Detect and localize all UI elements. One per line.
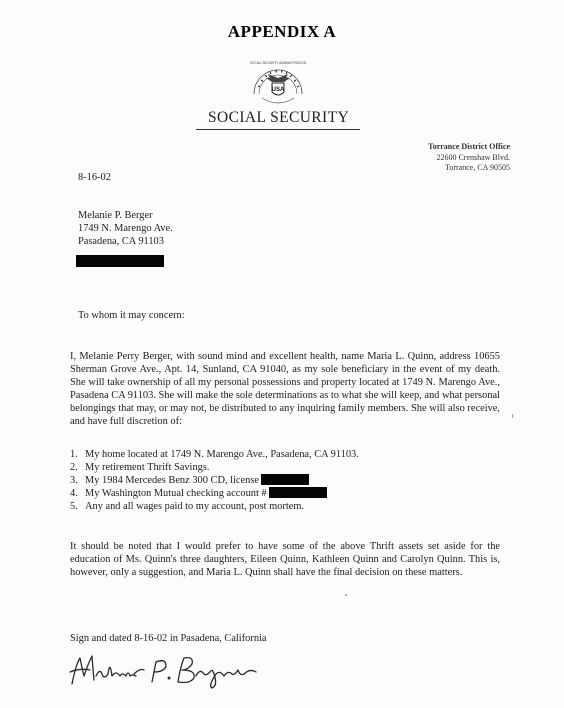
list-item-text: My retirement Thrift Savings. — [85, 462, 210, 473]
scan-speck — [512, 414, 513, 418]
recipient-address — [78, 209, 173, 248]
list-item-number: 5. — [70, 501, 78, 512]
list-item-text: My home located at 1749 N. Marengo Ave., Pasadena, CA 91103. — [85, 449, 359, 460]
recipient-street: 1749 N. Marengo Ave. — [78, 223, 173, 234]
list-item-number: 3. — [70, 475, 78, 486]
list-item-text: Any and all wages paid to my account, post mortem. — [85, 501, 305, 512]
redaction-bar — [76, 255, 164, 267]
ssa-eagle-seal-icon — [246, 56, 310, 110]
paragraph-note: It should be noted that I would prefer to have some of the above Thrift assets set aside for the education of Ms. Quinn's three daughters, Eileen Quinn, Kathleen Quinn and Carolyn Quinn. This is, however, only a suggestion, and Maria L. Quinn shall have the final decision on these matters. — [70, 541, 500, 578]
appendix-title: APPENDIX A — [227, 22, 337, 41]
list-item — [70, 487, 359, 500]
scan-speck — [345, 594, 347, 596]
list-item — [70, 461, 359, 474]
office-address — [428, 142, 510, 174]
paragraph-beneficiary: I, Melanie Perry Berger, with sound mind and excellent health, name Maria L. Quinn, address 10655 Sherman Grove Ave., Apt. 14, Sunland, CA 91040, as my sole beneficiary in the event of my death. She will take ownership of all my personal possessions and property located at 1749 N. Marengo Ave., Pasadena CA 91103. She will make the sole determinations as to what she will keep, and what personal belongings that may, or may not, be distributed to any inquiring family members. She will also receive, and have full discretion of: — [70, 351, 500, 427]
list-item-text: My Washington Mutual checking account # — [85, 488, 267, 499]
letterhead-rule — [196, 129, 360, 130]
seal-ring-text: SOCIAL SECURITY ADMINISTRATION — [249, 61, 307, 65]
list-item — [70, 474, 359, 487]
list-item — [70, 500, 359, 513]
list-item — [70, 448, 359, 461]
recipient-city: Pasadena, CA 91103 — [78, 236, 164, 247]
redaction-bar — [269, 487, 327, 498]
redaction-bar — [261, 474, 309, 485]
list-item-number: 1. — [70, 449, 78, 460]
list-item-number: 4. — [70, 488, 78, 499]
agency-name: SOCIAL SECURITY — [208, 109, 350, 126]
salutation: To whom it may concern: — [78, 310, 185, 321]
office-name: Torrance District Office — [428, 142, 510, 151]
handwritten-signature — [66, 646, 266, 690]
recipient-name: Melanie P. Berger — [78, 210, 153, 221]
letter-date: 8-16-02 — [78, 172, 111, 183]
office-street: 22600 Crenshaw Blvd. — [436, 152, 510, 162]
asset-list — [70, 448, 359, 513]
list-item-text: My 1984 Mercedes Benz 300 CD, license — [85, 475, 260, 486]
closing-line: Sign and dated 8-16-02 in Pasadena, California — [70, 633, 267, 644]
seal-center-text: USA — [271, 87, 285, 93]
office-city: Torrance, CA 90505 — [445, 163, 510, 172]
list-item-number: 2. — [70, 462, 78, 473]
